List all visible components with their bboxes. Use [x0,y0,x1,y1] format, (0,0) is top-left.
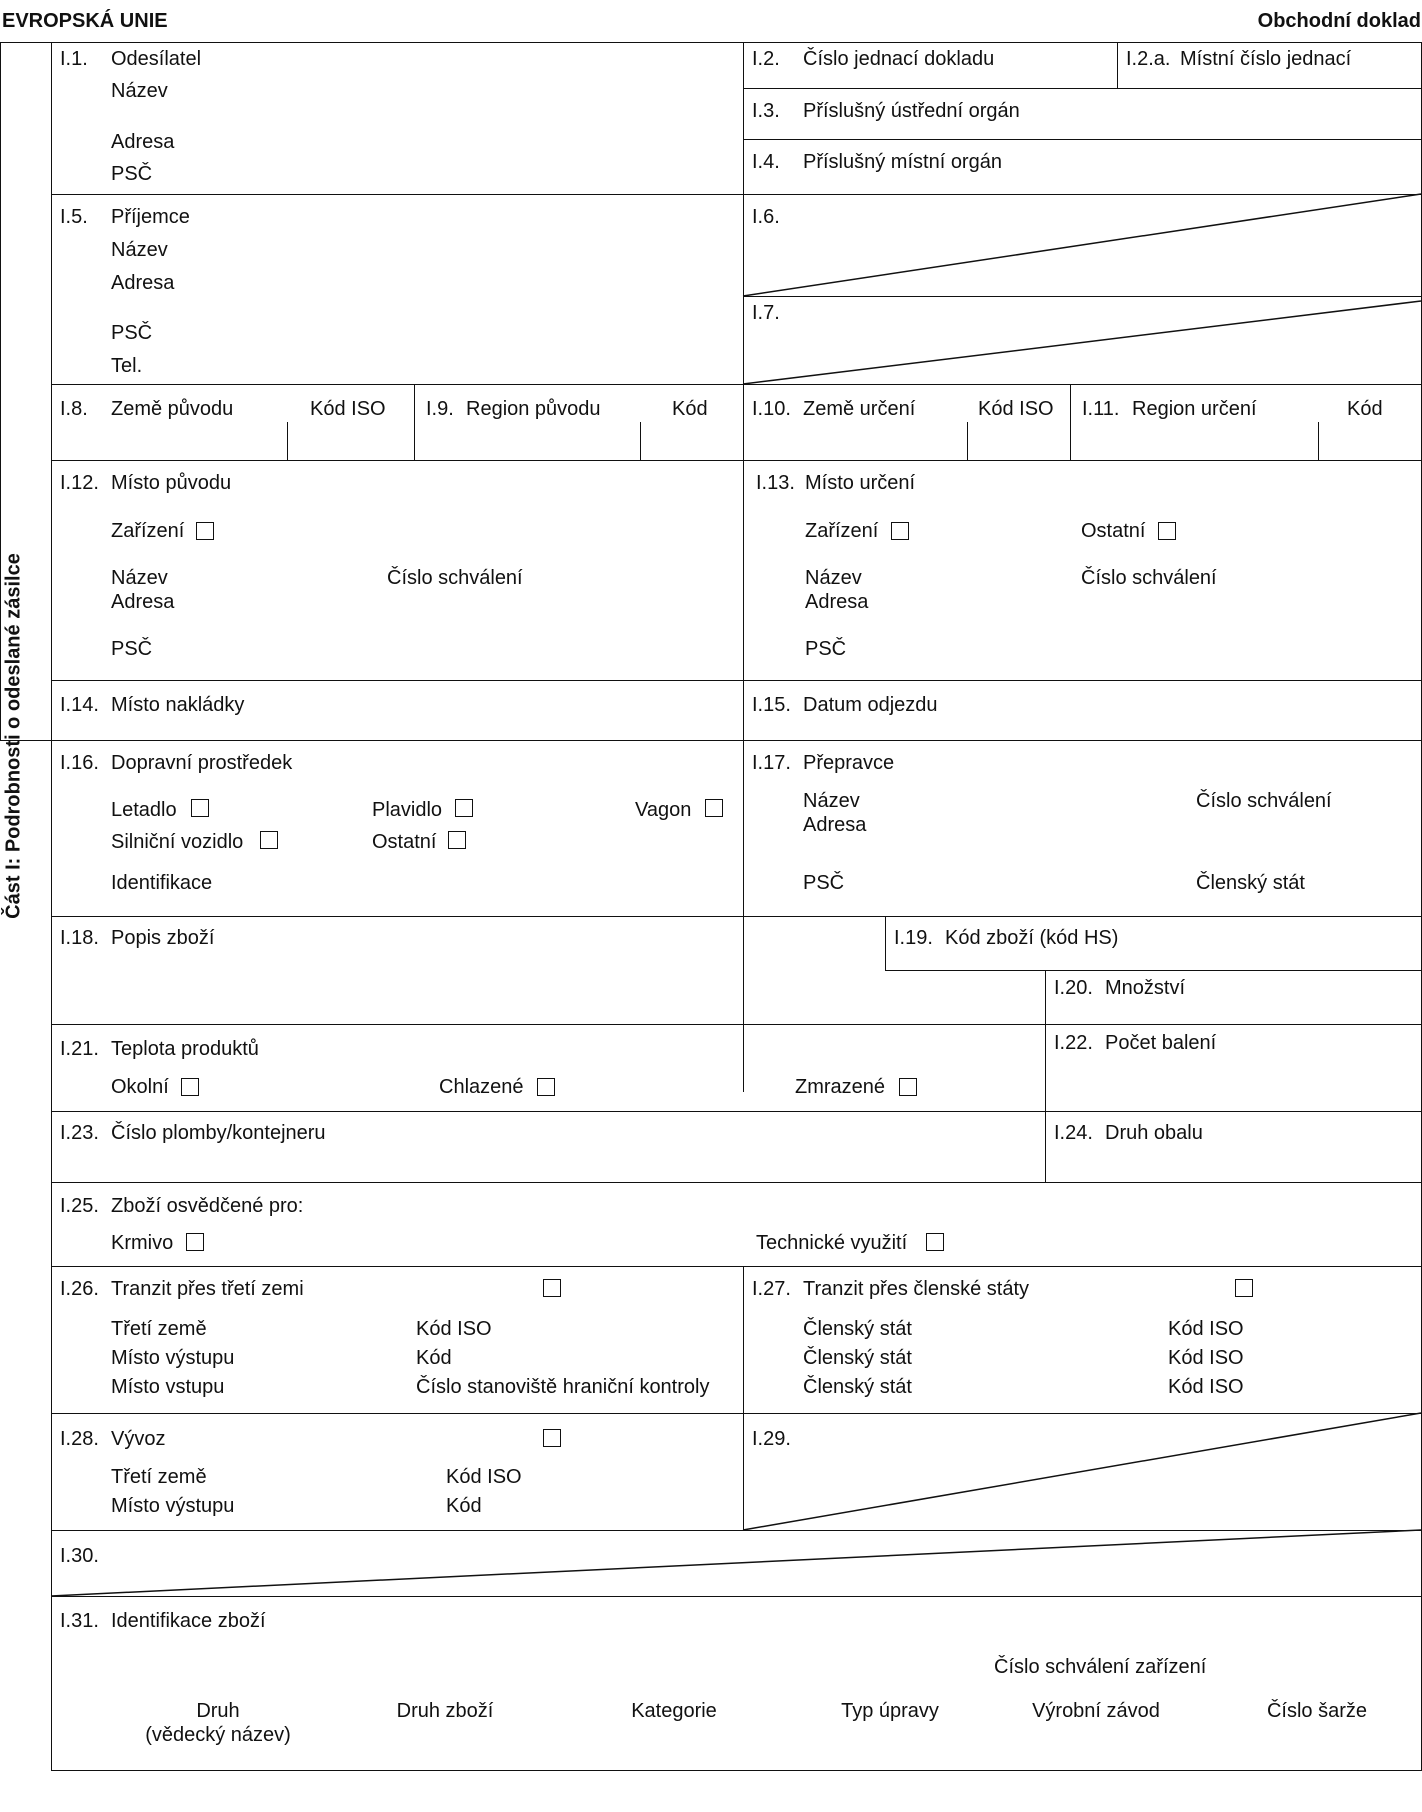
country-destination-title: Země určení [803,398,916,420]
departure-date-title: Datum odjezdu [803,694,938,716]
box-num: I.19. [894,927,933,949]
ambient-label: Okolní [111,1076,169,1098]
seal-number-title: Číslo plomby/kontejneru [111,1122,326,1144]
consignee-tel: Tel. [111,355,143,377]
box-num: I.3. [752,100,780,122]
member-state-label: Členský stát [803,1347,912,1369]
box-num: I.30. [60,1545,99,1567]
region-destination-title: Region určení [1132,398,1257,420]
box-num: I.28. [60,1428,99,1450]
feed-checkbox[interactable] [186,1233,204,1251]
export-third-country-label: Třetí země [111,1466,207,1488]
wagon-label: Vagon [635,799,692,821]
box-num: I.20. [1054,977,1093,999]
loading-place-title: Místo nakládky [111,694,245,716]
box-num: I.24. [1054,1122,1093,1144]
member-state-label: Členský stát [803,1318,912,1340]
box-num: I.15. [752,694,791,716]
box-num: I.26. [60,1278,99,1300]
box-num: I.23. [60,1122,99,1144]
export-iso-label: Kód ISO [446,1466,522,1488]
transit-member-states-checkbox[interactable] [1235,1279,1253,1297]
diagonal-i30 [51,1530,1421,1596]
place-destination-name: Název [805,567,862,589]
box-num: I.13. [756,472,795,494]
box-num: I.1. [60,48,88,70]
ship-label: Plavidlo [372,799,443,821]
box-num: I.16. [60,752,99,774]
place-destination-postcode: PSČ [805,638,847,660]
place-destination-other-label: Ostatní [1081,520,1146,542]
consignee-postcode: PSČ [111,322,153,344]
transit-member-states-title: Tranzit přes členské státy [803,1278,1030,1300]
aircraft-label: Letadlo [111,799,177,821]
consignor-address: Adresa [111,131,175,153]
goods-identification-title: Identifikace zboží [111,1610,266,1632]
diagonal-i7 [743,301,1421,384]
column-species: Druh [196,1700,240,1722]
box-num: I.4. [752,151,780,173]
consignee-title: Příjemce [111,206,190,228]
box-num: I.31. [60,1610,99,1632]
ship-checkbox[interactable] [455,799,473,817]
chilled-checkbox[interactable] [537,1078,555,1096]
place-origin-postcode: PSČ [111,638,153,660]
local-authority-title: Příslušný místní orgán [803,151,1002,173]
export-code-label: Kód [446,1495,482,1517]
member-state-iso: Kód ISO [1168,1347,1244,1369]
technical-use-checkbox[interactable] [926,1233,944,1251]
temperature-title: Teplota produktů [111,1038,259,1060]
place-origin-title: Místo původu [111,472,232,494]
transporter-member-state: Členský stát [1196,872,1305,894]
box-num: I.17. [752,752,791,774]
road-vehicle-checkbox[interactable] [260,831,278,849]
place-destination-title: Místo určení [805,472,916,494]
reference-number-title: Číslo jednací dokladu [803,48,995,70]
region-origin-code: Kód [672,398,708,420]
member-state-iso: Kód ISO [1168,1318,1244,1340]
local-reference-title: Místní číslo jednací [1180,48,1352,70]
transport-title: Dopravní prostředek [111,752,293,774]
header-right: Obchodní doklad [1257,10,1421,32]
transporter-approval: Číslo schválení [1196,790,1332,812]
member-state-iso: Kód ISO [1168,1376,1244,1398]
box-num: I.2.a. [1126,48,1171,70]
box-num: I.12. [60,472,99,494]
country-origin-iso: Kód ISO [310,398,386,420]
box-num: I.21. [60,1038,99,1060]
box-num: I.14. [60,694,99,716]
column-treatment-type: Typ úpravy [841,1700,939,1722]
transit-bip-label: Číslo stanoviště hraniční kontroly [416,1376,710,1398]
central-authority-title: Příslušný ústřední orgán [803,100,1020,122]
box-num: I.11. [1082,398,1120,420]
box-num: I.22. [1054,1032,1093,1054]
consignor-title: Odesílatel [111,48,202,70]
export-exit-label: Místo výstupu [111,1495,235,1517]
transit-third-country-checkbox[interactable] [543,1279,561,1297]
country-destination-iso: Kód ISO [978,398,1054,420]
diagonal-i29 [743,1413,1421,1530]
place-destination-facility-label: Zařízení [805,520,879,542]
certified-for-title: Zboží osvědčené pro: [111,1195,304,1217]
export-checkbox[interactable] [543,1429,561,1447]
place-destination-address: Adresa [805,591,869,613]
header-left: EVROPSKÁ UNIE [2,10,168,32]
transporter-title: Přepravce [803,752,895,774]
ambient-checkbox[interactable] [181,1078,199,1096]
column-batch-number: Číslo šarže [1266,1700,1368,1722]
transit-iso-label: Kód ISO [416,1318,492,1340]
box-num: I.8. [60,398,88,420]
box-num: I.27. [752,1278,791,1300]
approval-number-header: Číslo schválení zařízení [994,1656,1207,1678]
region-origin-title: Region původu [466,398,601,420]
transport-other-checkbox[interactable] [448,831,466,849]
consignee-name: Název [111,239,168,261]
column-commodity: Druh zboží [396,1700,494,1722]
transit-entry-label: Místo vstupu [111,1376,225,1398]
side-label: Část I: Podrobnosti o odeslané zásilce [2,553,25,919]
export-title: Vývoz [111,1428,166,1450]
transporter-address: Adresa [803,814,867,836]
place-origin-approval: Číslo schválení [387,567,523,589]
box-num: I.6. [752,206,780,228]
box-num: I.25. [60,1195,99,1217]
place-origin-name: Název [111,567,168,589]
column-manufacturing-plant: Výrobní závod [1032,1700,1160,1722]
transport-other-label: Ostatní [372,831,437,853]
transport-ident: Identifikace [111,872,213,894]
box-num: I.2. [752,48,780,70]
box-num: I.5. [60,206,88,228]
frozen-checkbox[interactable] [899,1078,917,1096]
place-destination-other-checkbox[interactable] [1158,522,1176,540]
quantity-title: Množství [1105,977,1186,999]
package-type-title: Druh obalu [1105,1122,1203,1144]
place-origin-address: Adresa [111,591,175,613]
packages-count-title: Počet balení [1105,1032,1217,1054]
transit-third-country-title: Tranzit přes třetí zemi [111,1278,304,1300]
consignee-address: Adresa [111,272,175,294]
column-category: Kategorie [631,1700,717,1722]
technical-use-label: Technické využití [756,1232,908,1254]
place-origin-facility-checkbox[interactable] [196,522,214,540]
transit-exit-label: Místo výstupu [111,1347,235,1369]
country-origin-title: Země původu [111,398,234,420]
box-num: I.18. [60,927,99,949]
diagonal-i6 [743,194,1421,296]
wagon-checkbox[interactable] [705,799,723,817]
place-destination-facility-checkbox[interactable] [891,522,909,540]
transit-code-label: Kód [416,1347,452,1369]
goods-description-title: Popis zboží [111,927,215,949]
transit-third-country-label: Třetí země [111,1318,207,1340]
box-num: I.7. [752,302,780,324]
road-vehicle-label: Silniční vozidlo [111,831,244,853]
consignor-postcode: PSČ [111,163,153,185]
region-destination-code: Kód [1347,398,1383,420]
box-num: I.10. [752,398,791,420]
place-origin-facility-label: Zařízení [111,520,185,542]
feed-label: Krmivo [111,1232,174,1254]
transporter-postcode: PSČ [803,872,845,894]
transporter-name: Název [803,790,860,812]
place-destination-approval: Číslo schválení [1081,567,1217,589]
aircraft-checkbox[interactable] [191,799,209,817]
frozen-label: Zmrazené [795,1076,886,1098]
chilled-label: Chlazené [439,1076,524,1098]
box-num: I.9. [426,398,454,420]
commodity-code-title: Kód zboží (kód HS) [945,927,1119,949]
consignor-name: Název [111,80,168,102]
member-state-label: Členský stát [803,1376,912,1398]
box-num: I.29. [752,1428,791,1450]
column-species-scientific: (vědecký název) [145,1724,291,1746]
